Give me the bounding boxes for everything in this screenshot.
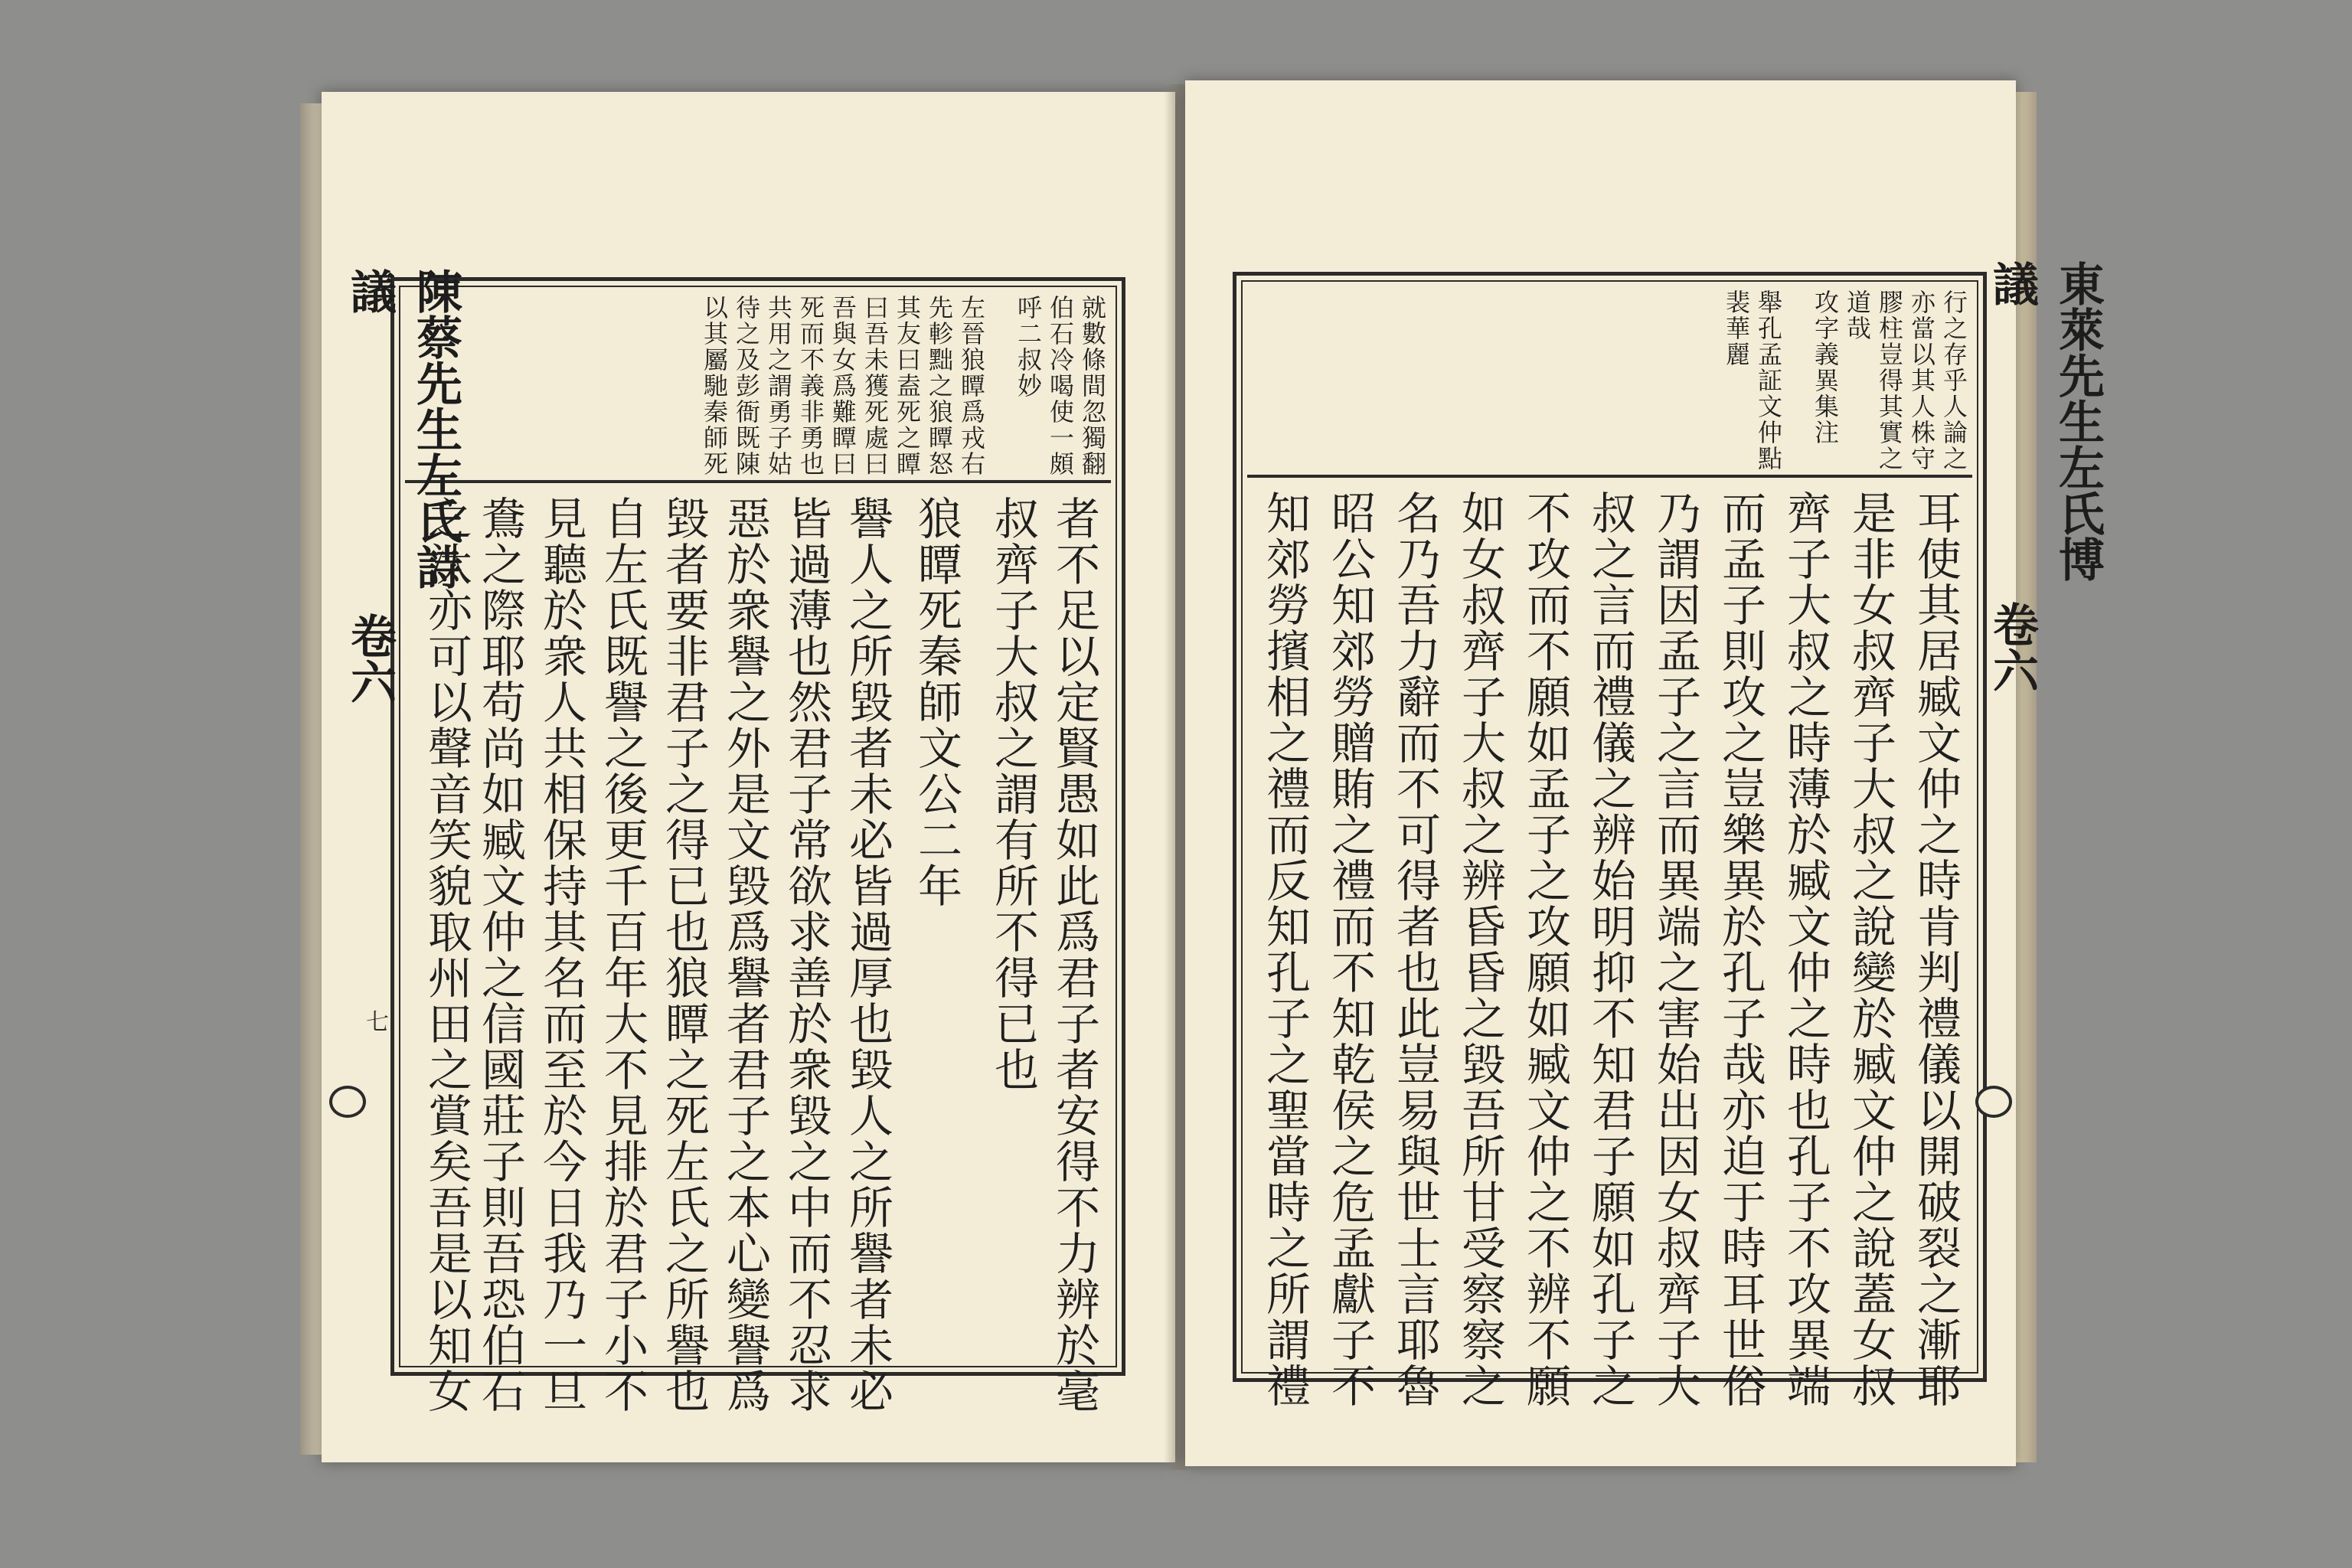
left-main-col: 狼瞫死秦師文公二年 <box>910 495 962 909</box>
right-main-col: 昭公知郊勞贈賄之禮而不知乾侯之危孟獻子不 <box>1324 490 1376 1409</box>
right-main-col: 知郊勞擯相之禮而反知孔子之聖當時之所謂禮 <box>1259 490 1311 1409</box>
left-note-col: 死而不義非勇也 <box>796 295 825 477</box>
right-note-col: 行之存乎人論之 <box>1939 289 1968 472</box>
left-main-col: 毀者要非君子之得已也狼瞫之死左氏之所譽也 <box>658 495 710 1414</box>
left-main-col: 譽人之所毀者未必皆過厚也毀人之所譽者未必 <box>841 495 893 1414</box>
left-note-col: 其友曰盍死之瞫 <box>893 295 922 477</box>
right-note-col: 亦當以其人株守 <box>1907 289 1936 472</box>
left-note-col: 吾與女爲難瞫曰 <box>828 295 858 477</box>
left-note-col: 伯石冷喝使一頗 <box>1046 295 1075 477</box>
right-main-col: 齊子大叔之時薄於臧文仲之時也孔子不攻異端 <box>1779 490 1831 1409</box>
right-note-col: 道哉 <box>1843 289 1872 341</box>
left-main-col: 皆過薄也然君子常欲求善於衆毀之中而不忍求 <box>780 495 832 1414</box>
left-margin-title: 陳蔡先生左氏詩議 <box>343 268 462 590</box>
left-main-col: 之汰亦可以聲音笑貌取州田之賞矣吾是以知女 <box>420 495 472 1414</box>
left-note-col: 以其屬馳秦師死 <box>700 295 729 477</box>
right-note-col: 膠柱豈得其實之 <box>1875 289 1904 472</box>
right-main-col: 乃謂因孟子之言而異端之害始出因女叔齊子大 <box>1649 490 1701 1409</box>
left-note-col: 曰吾未獲死處曰 <box>861 295 890 477</box>
right-margin-title: 東萊先生左氏博議 <box>1985 260 2105 582</box>
right-main-col: 是非女叔齊子大叔之說變於臧文仲之說蓋女叔 <box>1844 490 1896 1409</box>
right-main-col: 名乃吾力辭而不可得者也此豈易與世士言耶魯 <box>1389 490 1441 1409</box>
left-main-col: 惡於衆譽之外是文毀爲譽者君子之本心變譽爲 <box>719 495 771 1414</box>
right-header-divider <box>1247 475 1972 478</box>
left-note-col: 就數條間忽獨翻 <box>1078 295 1107 477</box>
right-note-col: 舉孔孟証文仲點 <box>1754 289 1783 472</box>
right-volume-label: 卷六 <box>1985 601 2039 693</box>
left-main-col: 鴦之際耶苟尚如臧文仲之信國莊子則吾恐伯石 <box>474 495 526 1414</box>
right-note-col: 裴華麗 <box>1722 289 1751 368</box>
left-note-col: 待之及彭衙既陳 <box>732 295 761 477</box>
right-note-col: 攻字義異集注 <box>1811 289 1840 446</box>
right-main-col: 叔之言而禮儀之辨始明抑不知君子願如孔子之 <box>1584 490 1636 1409</box>
left-fishtail-mark <box>329 1086 366 1118</box>
left-note-col: 先軫黜之狼瞫怒 <box>925 295 954 477</box>
right-main-col: 而孟子則攻之豈樂異於孔子哉亦迫于時耳世俗 <box>1714 490 1766 1409</box>
left-main-col: 自左氏既譽之後更千百年大不見排於君子小不 <box>596 495 648 1414</box>
left-main-col: 叔齊子大叔之謂有所不得已也 <box>987 495 1039 1093</box>
left-main-col: 者不足以定賢愚如此爲君子者安得不力辨於毫 <box>1048 495 1100 1414</box>
left-note-col: 左晉狼瞫爲戎右 <box>957 295 986 477</box>
right-text-frame <box>1233 272 1987 1409</box>
right-fishtail-mark <box>1975 1086 2012 1118</box>
left-folio-number: 七 <box>366 1009 389 1036</box>
left-text-frame <box>390 277 1125 1414</box>
left-main-col: 見聽於衆人共相保持其名而至於今日我乃一旦 <box>535 495 587 1414</box>
left-note-col: 共用之謂勇子姑 <box>764 295 793 477</box>
left-volume-label: 卷六 <box>343 612 397 704</box>
left-note-col: 呼二叔妙 <box>1014 295 1043 399</box>
right-main-col: 如女叔齊子大叔之辨昏昏之毀吾所甘受察察之 <box>1454 490 1506 1409</box>
right-main-col: 不攻而不願如孟子之攻願如臧文仲之不辨不願 <box>1519 490 1571 1409</box>
right-main-col: 耳使其居臧文仲之時肯判禮儀以開破裂之漸耶 <box>1909 490 1962 1409</box>
left-header-divider <box>405 480 1111 483</box>
